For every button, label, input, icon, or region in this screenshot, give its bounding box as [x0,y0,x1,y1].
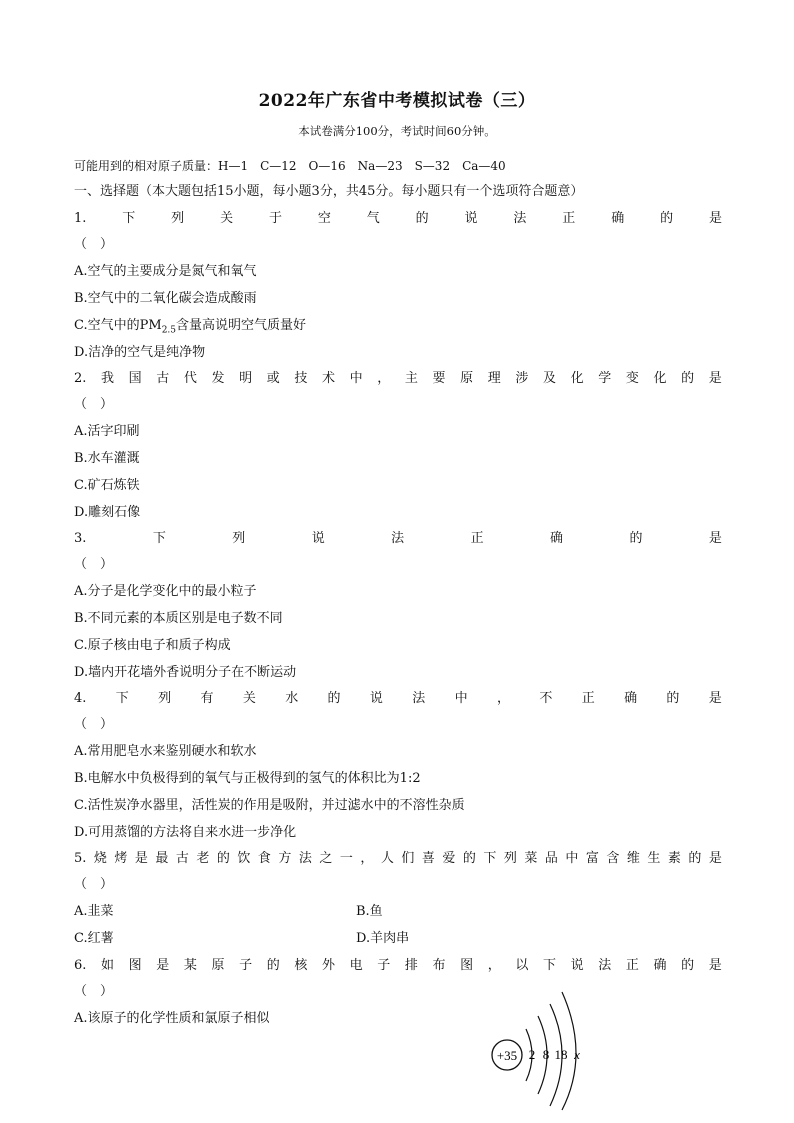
stem-char: 一 [339,851,353,866]
stem-char: 5. [74,851,87,866]
stem-char: 化 [653,371,667,386]
stem-char: 下 [115,691,129,706]
stem-char: 1. [74,211,87,226]
stem-char: 列 [503,851,517,866]
stem-char: 法 [412,691,426,706]
stem-char: 有 [200,691,214,706]
stem-char: 明 [239,371,253,386]
stem-char: 的 [688,851,702,866]
stem-char: 原 [460,371,474,386]
stem-char: 空 [317,211,331,226]
stem-char: 的 [266,958,280,973]
stem-char: 布 [432,958,446,973]
shell-electrons: x [574,1047,580,1062]
stem-char: 之 [319,851,333,866]
stem-char: 的 [681,958,695,973]
stem-char: 下 [483,851,497,866]
stem-char: 外 [322,958,336,973]
stem-char: 的 [462,851,476,866]
stem-char: 老 [196,851,210,866]
stem-char: 理 [487,371,501,386]
stem-char: 原 [211,958,225,973]
stem-char: ， [360,851,374,866]
nucleus-charge: +35 [496,1048,518,1063]
stem-char: 下 [543,958,557,973]
stem-char: 列 [232,531,246,546]
stem-char: 3. [74,531,87,546]
option-row [74,903,722,921]
atom-structure-diagram [486,982,586,1112]
stem-char: 素 [667,851,681,866]
stem-char: 不 [539,691,553,706]
stem-char: 及 [543,371,557,386]
stem-char: 法 [513,211,527,226]
stem-char: 关 [220,211,234,226]
stem-char: 的 [327,691,341,706]
option: C.活性炭净水器里，活性炭的作用是吸附，并过滤水中的不溶性杂质 [74,798,465,813]
option: B.空气中的二氧化碳会造成酸雨 [74,291,257,306]
stem-char: 下 [122,211,136,226]
stem-char: 古 [175,851,189,866]
stem-char: 列 [158,691,172,706]
stem-char: 6. [74,958,87,973]
stem-char: 主 [404,371,418,386]
shell-electrons: 2 [528,1047,536,1062]
option-text: 含量高说明空气质量好 [176,318,307,333]
option: A.活字印刷 [74,424,140,439]
stem-char: ， [487,958,501,973]
stem-char: 烤 [114,851,128,866]
stem-char: 法 [391,531,405,546]
option: C.红薯 [74,931,114,946]
option: D.雕刻石像 [74,505,141,520]
stem-char: 图 [460,958,474,973]
stem-char: 是 [708,211,722,226]
stem-char: 学 [598,371,612,386]
stem-char: 正 [581,691,595,706]
answer-bracket: （ ） [74,877,114,892]
option-text: C.空气中的PM [74,318,162,333]
stem-char: 正 [470,531,484,546]
stem-char: 国 [128,371,142,386]
stem-char: 说 [464,211,478,226]
stem-char: 确 [624,691,638,706]
answer-bracket: （ ） [74,557,114,572]
stem-char: ， [377,371,391,386]
option: C.矿石炼铁 [74,478,140,493]
stem-char: 的 [660,211,674,226]
answer-bracket: （ ） [74,984,114,999]
stem-char: 是 [708,371,722,386]
stem-char: 的 [681,371,695,386]
stem-char: 是 [708,691,722,706]
question-stem [74,957,722,975]
stem-char: 生 [647,851,661,866]
stem-char: 是 [156,958,170,973]
stem-char: 喜 [421,851,435,866]
stem-char: 是 [708,531,722,546]
stem-char: 富 [585,851,599,866]
option: B.电解水中负极得到的氧气与正极得到的氢气的体积比为1:2 [74,771,421,786]
stem-char: 下 [152,531,166,546]
option-row [74,930,722,948]
option: D.墙内开花墙外香说明分子在不断运动 [74,665,297,680]
stem-char: 中 [565,851,579,866]
stem-char: 古 [156,371,170,386]
option: A.空气的主要成分是氮气和氧气 [74,264,257,279]
stem-char: 于 [268,211,282,226]
stem-char: 说 [311,531,325,546]
option: B.不同元素的本质区别是电子数不同 [74,611,283,626]
stem-char: 维 [626,851,640,866]
stem-char: 烧 [93,851,107,866]
stem-char: 涉 [515,371,529,386]
stem-char: 中 [349,371,363,386]
answer-bracket: （ ） [74,717,114,732]
stem-char: 核 [294,958,308,973]
question-stem [74,210,722,228]
answer-bracket: （ ） [74,397,114,412]
stem-char: 品 [544,851,558,866]
option: A.韭菜 [74,904,114,919]
page-title: 2022年广东省中考模拟试卷（三） [258,91,536,111]
stem-char: 正 [625,958,639,973]
stem-char: 电 [349,958,363,973]
stem-char: 或 [266,371,280,386]
stem-char: 们 [401,851,415,866]
stem-char: 变 [625,371,639,386]
stem-char: 的 [216,851,230,866]
option: B.水车灌溉 [74,451,140,466]
stem-char: 饮 [237,851,251,866]
stem-char: 法 [598,958,612,973]
stem-char: 的 [415,211,429,226]
stem-char: 的 [666,691,680,706]
shell-electrons: 8 [542,1047,550,1062]
option: D.洁净的空气是纯净物 [74,345,206,360]
option: B.鱼 [356,904,383,919]
stem-char: 列 [171,211,185,226]
stem-char: 说 [570,958,584,973]
question-stem [74,850,722,868]
stem-char: 排 [404,958,418,973]
stem-char: 法 [298,851,312,866]
stem-char: ， [496,691,510,706]
stem-char: 以 [515,958,529,973]
stem-char: 关 [242,691,256,706]
stem-char: 含 [606,851,620,866]
stem-char: 子 [239,958,253,973]
option: C.原子核由电子和质子构成 [74,638,231,653]
stem-char: 确 [653,958,667,973]
stem-char: 人 [380,851,394,866]
stem-char: 是 [708,958,722,973]
stem-char: 如 [101,958,115,973]
stem-char: 2. [74,371,87,386]
question-stem [74,690,722,708]
option: A.常用肥皂水来鉴别硬水和软水 [74,744,257,759]
stem-char: 技 [294,371,308,386]
subscript: 2.5 [161,325,177,336]
stem-char: 是 [708,851,722,866]
stem-char: 4. [74,691,87,706]
stem-char: 术 [322,371,336,386]
stem-char: 方 [278,851,292,866]
stem-char: 说 [369,691,383,706]
stem-char: 水 [285,691,299,706]
stem-char: 爱 [442,851,456,866]
stem-char: 要 [432,371,446,386]
option [74,317,722,340]
stem-char: 确 [550,531,564,546]
stem-char: 化 [570,371,584,386]
exam-subtitle: 本试卷满分100分，考试时间60分钟。 [298,124,496,138]
stem-char: 最 [155,851,169,866]
stem-char: 中 [454,691,468,706]
answer-bracket: （ ） [74,237,114,252]
stem-char: 确 [611,211,625,226]
option: A.分子是化学变化中的最小粒子 [74,584,257,599]
option: D.可用蒸馏的方法将自来水进一步净化 [74,825,297,840]
shell-electrons: 18 [554,1047,568,1062]
stem-char: 代 [183,371,197,386]
stem-char: 图 [128,958,142,973]
question-stem [74,370,722,388]
stem-char: 我 [101,371,115,386]
stem-char: 食 [257,851,271,866]
question-stem [74,530,722,548]
atomic-masses: 可能用到的相对原子质量：H—1 C—12 O—16 Na—23 S—32 Ca—40 [74,159,506,173]
option: A.该原子的化学性质和氯原子相似 [74,1011,270,1026]
stem-char: 正 [562,211,576,226]
stem-char: 气 [366,211,380,226]
section-heading: 一、选择题（本大题包括15小题，每小题3分，共45分。每小题只有一个选项符合题意） [74,184,584,199]
stem-char: 子 [377,958,391,973]
stem-char: 菜 [524,851,538,866]
stem-char: 的 [629,531,643,546]
stem-char: 某 [183,958,197,973]
stem-char: 发 [211,371,225,386]
option: D.羊肉串 [356,931,410,946]
stem-char: 是 [134,851,148,866]
